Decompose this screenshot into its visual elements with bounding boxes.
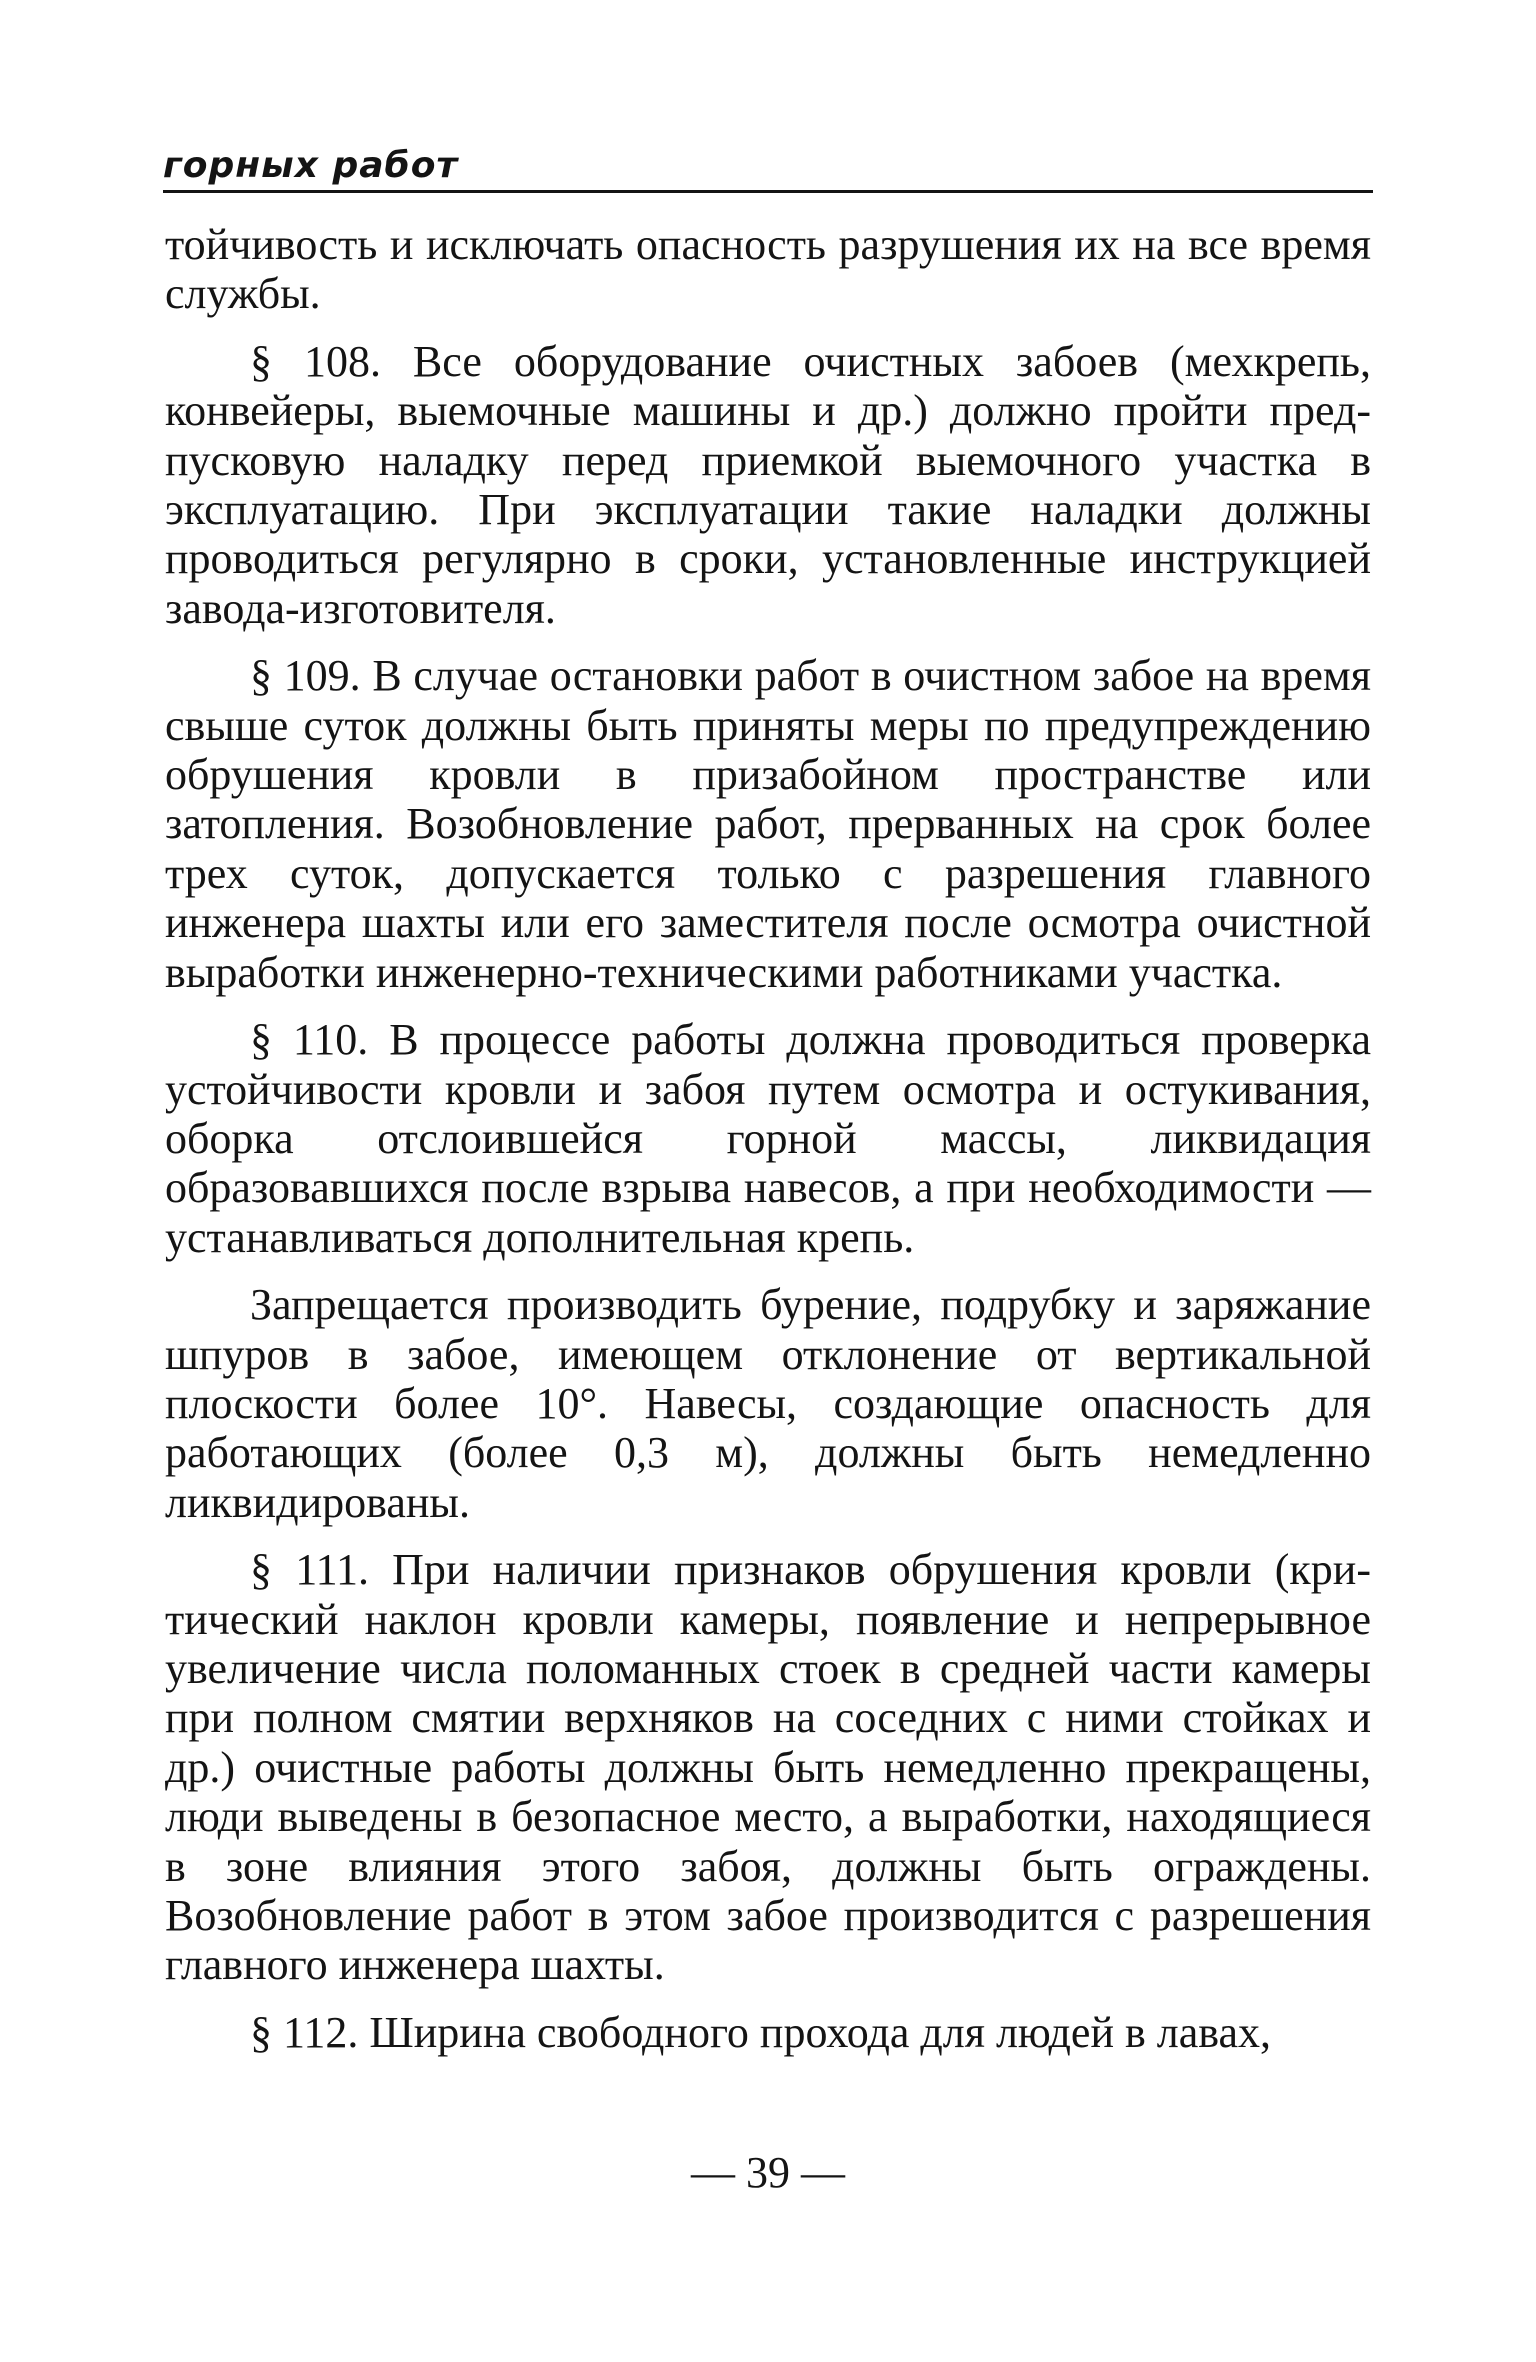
body-text bbox=[165, 220, 1371, 2075]
paragraph-section-112: § 112. Ширина свободного прохода для людей в лавах, bbox=[250, 2007, 1271, 2057]
paragraph-section-109: § 109. В случае остановки работ в очистном забое на время свыше суток должны быть приняты меры по предупреждению обрушения кровли в призабойном пространстве или затопления. Возобновление работ, прерванных на срок более трех суток, допускается только с разрешения главного инженера шахты или его заместителя после осмотра очистной выработки инженерно-техническими работниками участка. bbox=[165, 651, 1371, 997]
page-number: — 39 — bbox=[691, 2148, 845, 2197]
running-head: горных работ bbox=[163, 146, 1373, 193]
paragraph-prohibition: Запрещается производить бурение, подрубку и заряжание шпуров в забое, имеющем отклонение от вертикальной плоскости более 10°. Навесы, создающие опасность для работающих (более 0,3 м), должны быть немедленно ликвидированы. bbox=[165, 1280, 1371, 1527]
paragraph-section-108: § 108. Все оборудование очистных забоев (мехкрепь, конвейеры, выемочные машины и др.) должно пройти предпусковую наладку перед приемкой выемочного участка в эксплуатацию. При эксплуатации такие наладки должны проводиться регулярно в сроки, установленные инструкцией завода-изготовителя. bbox=[165, 336, 1371, 633]
paragraph-section-111: § 111. При наличии признаков обрушения кровли (критический наклон кровли камеры, появление и непрерывное увеличение числа поломанных стоек в средней части камеры при полном смятии верхняков на соседних с ними стойках и др.) очистные работы должны быть немедленно прекращены, люди выведены в безопасное место, а выработки, находящиеся в зоне влияния этого забоя, должны быть ограждены. Возобновление работ в этом забое производится с разрешения главного инженера шахты. bbox=[165, 1545, 1371, 1990]
paragraph-section-110: § 110. В процессе работы должна проводиться проверка устойчивости кровли и забоя путем осмотра и остукивания, оборка отслоившейся горной массы, ликвидация образовавшихся после взрыва навесов, а при необходимости — устанавливаться дополнительная крепь. bbox=[165, 1015, 1371, 1262]
paragraph-continuation: тойчивость и исключать опасность разрушения их на все время службы. bbox=[165, 220, 1371, 319]
